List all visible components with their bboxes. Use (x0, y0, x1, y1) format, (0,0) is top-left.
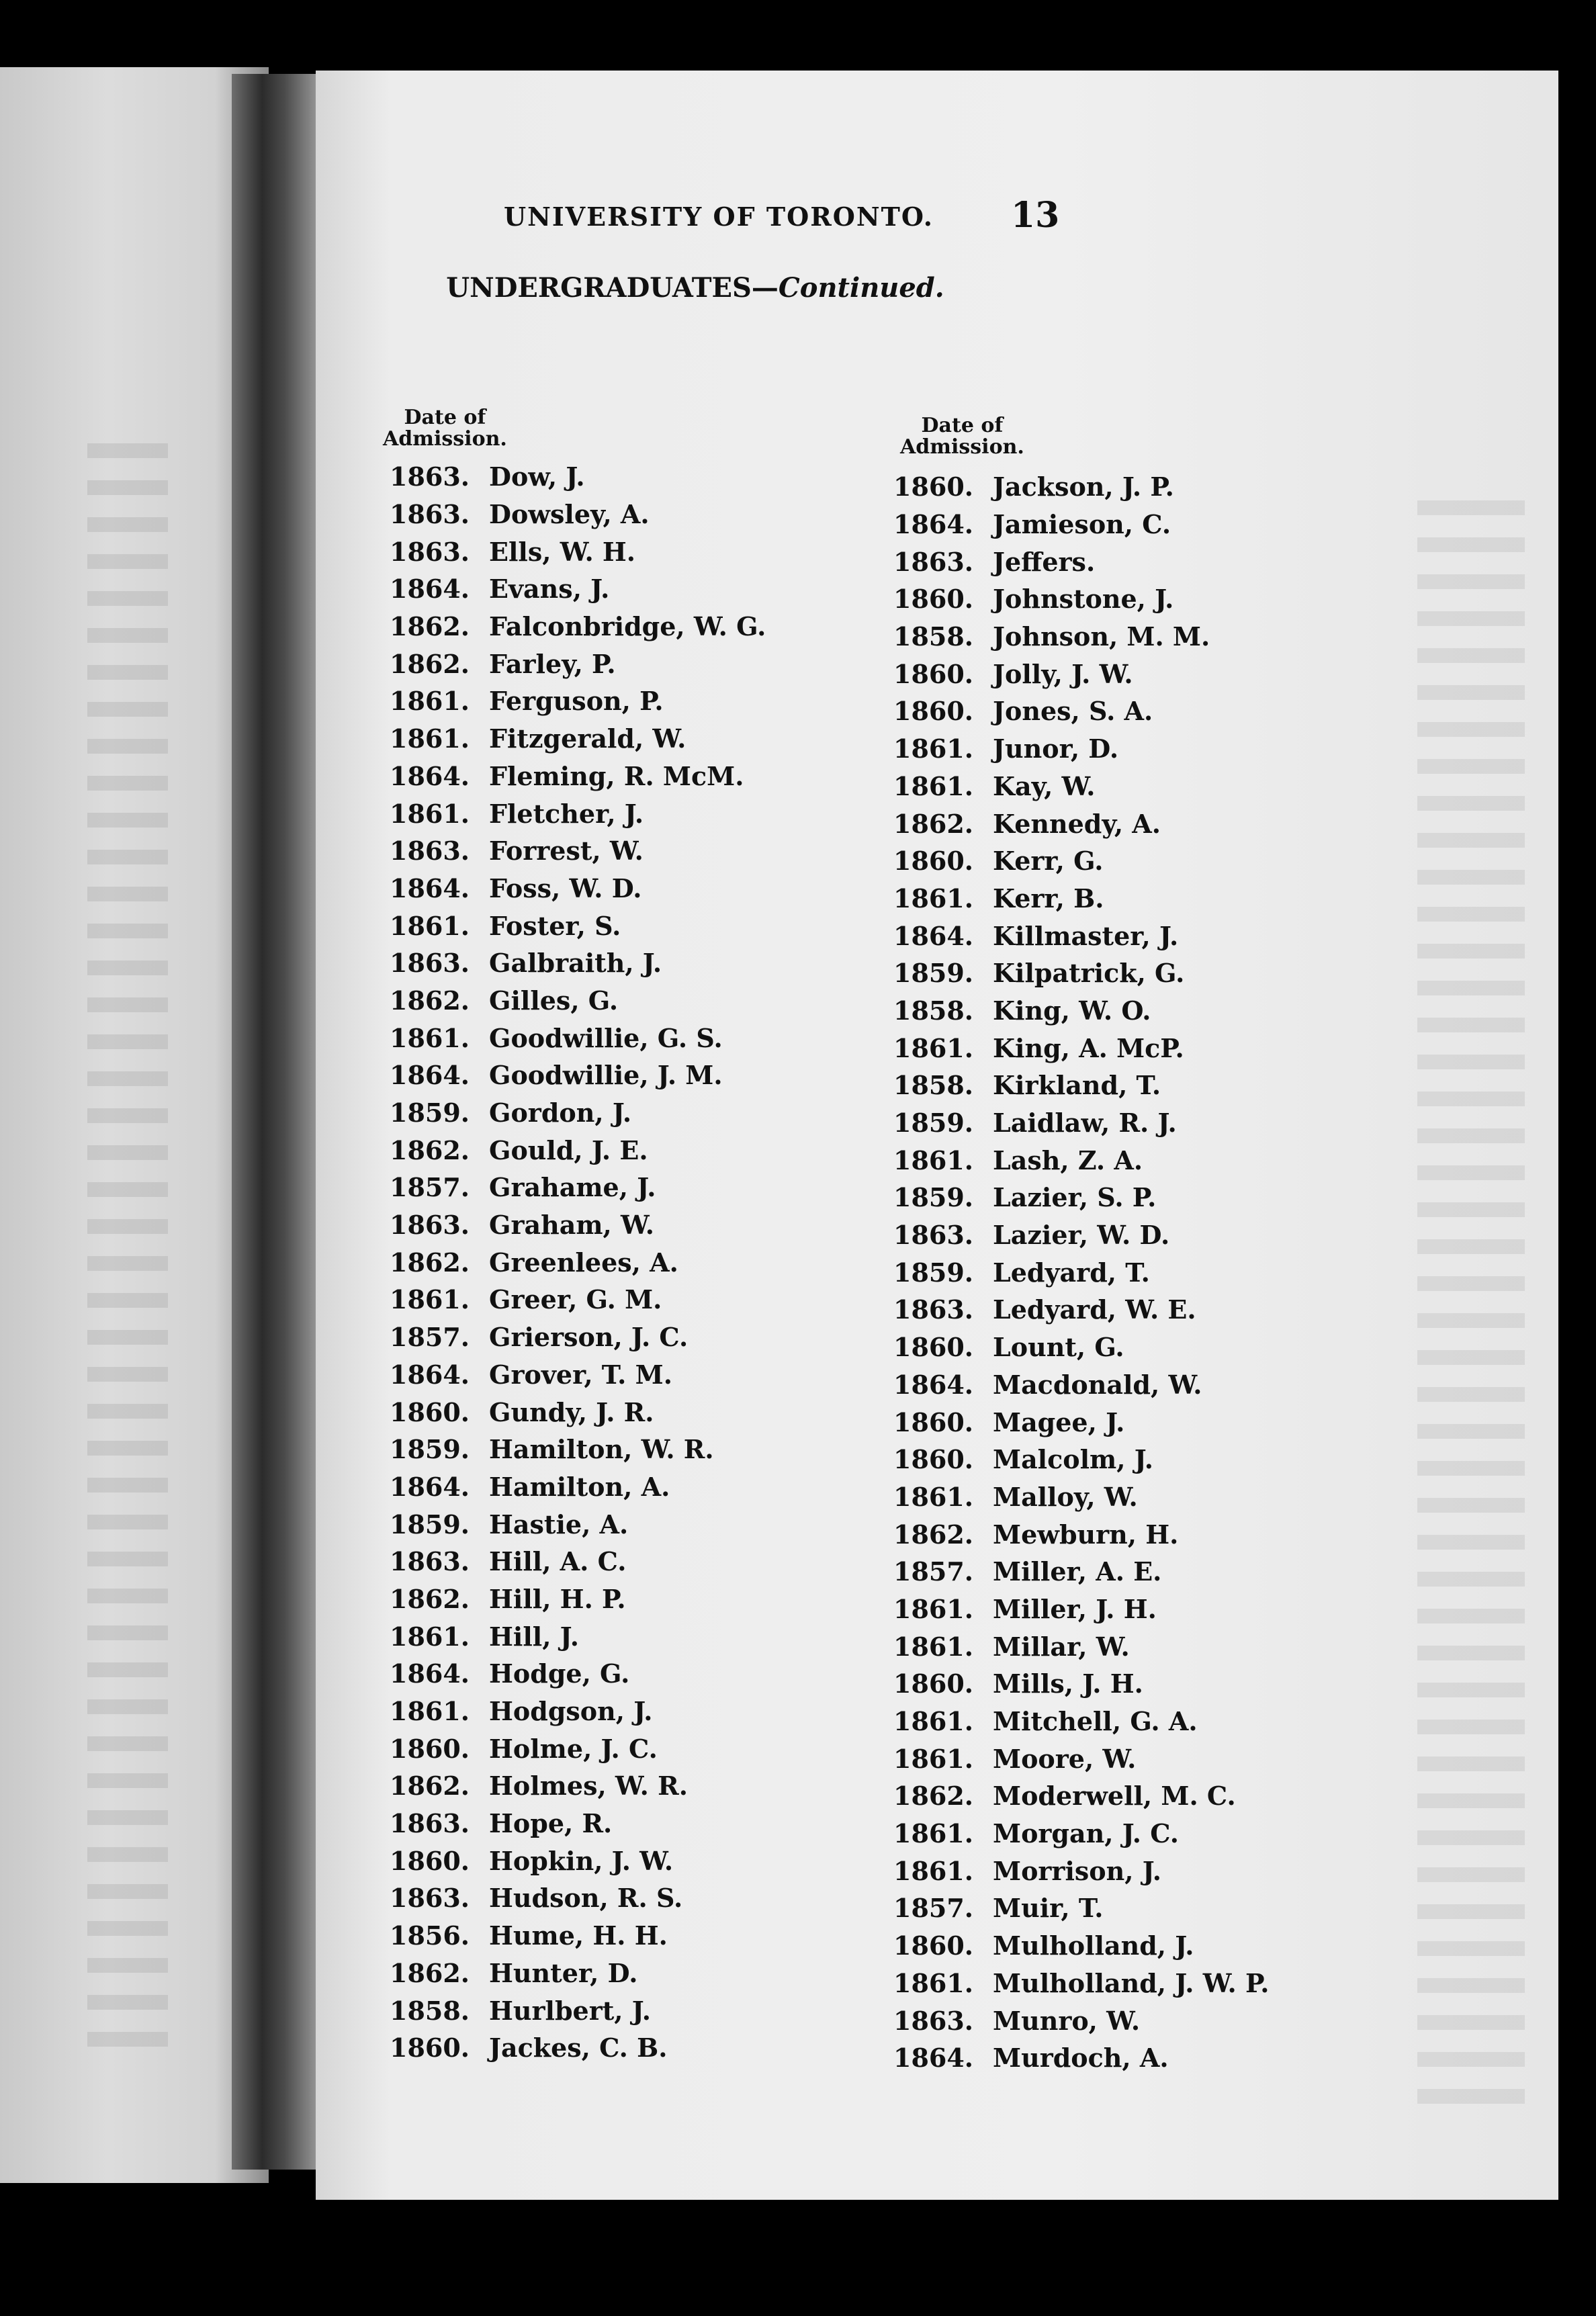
list-item (893, 1067, 1269, 1104)
list-item (390, 1730, 766, 1767)
list-item (390, 982, 766, 1020)
admission-year: 1858. (893, 995, 973, 1026)
list-item (390, 1955, 766, 1992)
student-name: Mitchell, G. A. (993, 1706, 1198, 1737)
list-item (893, 1291, 1269, 1329)
list-item (390, 1019, 766, 1057)
admission-year: 1861. (893, 1145, 973, 1175)
admission-year: 1863. (390, 461, 470, 492)
admission-year: 1860. (893, 658, 973, 689)
admission-year: 1861. (893, 883, 973, 914)
book-spine (232, 74, 319, 2170)
student-name: Graham, W. (489, 1210, 654, 1241)
list-item (893, 580, 1269, 618)
admission-year: 1859. (893, 1257, 973, 1288)
admission-year: 1864. (390, 1658, 470, 1689)
list-item (390, 1693, 766, 1730)
student-name: Fitzgerald, W. (489, 723, 686, 754)
list-item (893, 730, 1269, 768)
list-item (390, 1617, 766, 1655)
list-item (893, 1441, 1269, 1478)
list-item (893, 1104, 1269, 1142)
admission-year: 1862. (390, 985, 470, 1016)
student-name: Kennedy, A. (993, 808, 1161, 839)
list-item (893, 468, 1269, 506)
admission-year: 1861. (893, 1631, 973, 1662)
admission-year: 1860. (893, 1332, 973, 1363)
section-title-continued: Continued. (778, 272, 944, 304)
list-item (390, 720, 766, 758)
list-item (893, 2002, 1269, 2039)
admission-year: 1858. (893, 1070, 973, 1101)
student-name: Malloy, W. (993, 1481, 1138, 1512)
student-name: Grierson, J. C. (489, 1322, 689, 1353)
student-name: Greenlees, A. (489, 1247, 678, 1278)
list-item (893, 1889, 1269, 1927)
list-item (390, 1431, 766, 1468)
student-name: Miller, J. H. (993, 1593, 1157, 1624)
list-item (893, 842, 1269, 880)
admission-year: 1862. (893, 808, 973, 839)
admission-year: 1862. (390, 1583, 470, 1614)
student-name: Grahame, J. (489, 1172, 656, 1203)
admission-year: 1860. (893, 472, 973, 502)
list-item (390, 1319, 766, 1356)
admission-year: 1857. (390, 1322, 470, 1353)
admission-year: 1863. (893, 2005, 973, 2036)
admission-year: 1862. (390, 1957, 470, 1988)
list-item (893, 1927, 1269, 1965)
student-name: Foss, W. D. (489, 873, 642, 903)
student-name: Dowsley, A. (489, 499, 650, 530)
column-header-line: Date of (404, 406, 486, 429)
list-item (893, 917, 1269, 954)
admission-year: 1860. (893, 1444, 973, 1475)
admission-year: 1863. (390, 1546, 470, 1577)
student-name: Magee, J. (993, 1407, 1125, 1437)
list-item (390, 570, 766, 608)
student-name: Hunter, D. (489, 1957, 638, 1988)
admission-year: 1864. (390, 760, 470, 791)
list-item (390, 944, 766, 982)
admission-year: 1861. (390, 1022, 470, 1053)
admission-year: 1864. (390, 1060, 470, 1091)
list-item (390, 1131, 766, 1169)
student-name: Mulholland, J. (993, 1930, 1194, 1961)
admission-year: 1864. (390, 574, 470, 605)
student-name: Jeffers. (993, 546, 1096, 577)
student-name: Fletcher, J. (489, 798, 644, 829)
list-item (893, 1628, 1269, 1665)
admission-year: 1860. (893, 1407, 973, 1437)
student-name: Hamilton, W. R. (489, 1434, 714, 1465)
list-item (893, 1179, 1269, 1216)
list-item (893, 1515, 1269, 1553)
admission-year: 1862. (893, 1781, 973, 1812)
list-item (390, 1206, 766, 1244)
list-item (390, 533, 766, 570)
student-name: Ledyard, T. (993, 1257, 1150, 1288)
list-item (390, 1879, 766, 1917)
list-item (390, 1805, 766, 1842)
list-item (893, 1366, 1269, 1404)
admission-year: 1861. (390, 798, 470, 829)
admission-year: 1861. (893, 770, 973, 801)
admission-year: 1857. (893, 1556, 973, 1587)
admission-year: 1860. (390, 2033, 470, 2063)
page-number: 13 (1011, 195, 1060, 236)
list-item (390, 1468, 766, 1506)
admission-year: 1864. (390, 1359, 470, 1390)
student-name: Hill, J. (489, 1621, 579, 1652)
admission-year: 1857. (390, 1172, 470, 1203)
section-title-main: UNDERGRADUATES— (446, 272, 779, 304)
admission-year: 1861. (893, 1593, 973, 1624)
list-item (893, 1815, 1269, 1853)
student-name: Gould, J. E. (489, 1134, 648, 1165)
list-item (893, 1403, 1269, 1441)
admission-year: 1856. (390, 1920, 470, 1951)
student-name: Hope, R. (489, 1808, 613, 1839)
student-name: Ferguson, P. (489, 686, 664, 717)
admission-year: 1861. (893, 1032, 973, 1063)
list-item (390, 1356, 766, 1394)
student-name: Hodgson, J. (489, 1696, 653, 1727)
student-name: Grover, T. M. (489, 1359, 672, 1390)
list-item (390, 1505, 766, 1543)
list-item (390, 907, 766, 944)
student-name: Kirkland, T. (993, 1070, 1161, 1101)
list-item (893, 1740, 1269, 1777)
list-item (893, 1852, 1269, 1889)
admission-year: 1860. (893, 846, 973, 877)
student-name: Millar, W. (993, 1631, 1130, 1662)
admission-year: 1864. (893, 1369, 973, 1400)
admission-year: 1860. (390, 1733, 470, 1764)
student-name: Laidlaw, R. J. (993, 1108, 1177, 1139)
admission-year: 1863. (390, 536, 470, 567)
admission-year: 1860. (893, 696, 973, 727)
list-item (893, 543, 1269, 580)
student-name: Johnson, M. M. (993, 621, 1210, 652)
student-name: Farley, P. (489, 648, 616, 679)
column-header-line: Admission. (900, 435, 1024, 459)
student-name: Kilpatrick, G. (993, 958, 1185, 989)
list-item (390, 645, 766, 682)
list-item (390, 1767, 766, 1805)
student-name: Hamilton, A. (489, 1471, 670, 1502)
admission-year: 1860. (390, 1845, 470, 1876)
admission-year: 1858. (390, 1995, 470, 2026)
admission-year: 1861. (893, 1967, 973, 1998)
student-name: Murdoch, A. (993, 2043, 1169, 2074)
admission-year: 1861. (390, 1284, 470, 1315)
student-name: Hodge, G. (489, 1658, 630, 1689)
list-item (390, 758, 766, 795)
list-item (893, 992, 1269, 1030)
admission-year: 1864. (390, 873, 470, 903)
admission-year: 1861. (893, 1481, 973, 1512)
student-name: Miller, A. E. (993, 1556, 1162, 1587)
column-header-line: Admission. (383, 427, 507, 451)
list-item (893, 506, 1269, 543)
admission-year: 1863. (390, 948, 470, 979)
list-item (893, 693, 1269, 730)
student-name: Greer, G. M. (489, 1284, 662, 1315)
admission-year: 1863. (390, 1883, 470, 1914)
list-item (893, 1029, 1269, 1067)
list-item (893, 954, 1269, 992)
student-name: Hastie, A. (489, 1509, 629, 1540)
list-item (390, 682, 766, 720)
list-item (893, 1216, 1269, 1254)
list-item (893, 1553, 1269, 1591)
right-column-list (893, 468, 1269, 2077)
admission-year: 1862. (390, 611, 470, 642)
student-name: Kay, W. (993, 770, 1096, 801)
list-item (390, 1655, 766, 1693)
admission-year: 1859. (390, 1098, 470, 1128)
admission-year: 1862. (390, 648, 470, 679)
admission-year: 1864. (390, 1471, 470, 1502)
student-name: Ells, W. H. (489, 536, 636, 567)
list-item (390, 1842, 766, 1879)
student-name: Kerr, B. (993, 883, 1104, 914)
student-name: Goodwillie, G. S. (489, 1022, 723, 1053)
list-item (893, 768, 1269, 805)
student-name: Macdonald, W. (993, 1369, 1202, 1400)
list-item (390, 1393, 766, 1431)
student-name: Munro, W. (993, 2005, 1141, 2036)
admission-year: 1863. (390, 1210, 470, 1241)
list-item (390, 1243, 766, 1281)
list-item (893, 618, 1269, 656)
admission-year: 1863. (390, 1808, 470, 1839)
list-item (390, 870, 766, 907)
student-name: Moderwell, M. C. (993, 1781, 1236, 1812)
left-column-header (383, 407, 507, 450)
list-item (390, 1281, 766, 1319)
admission-year: 1864. (893, 509, 973, 540)
student-name: Johnstone, J. (993, 584, 1174, 615)
list-item (893, 1703, 1269, 1740)
student-name: Gilles, G. (489, 985, 619, 1016)
admission-year: 1861. (390, 1696, 470, 1727)
right-column-header (900, 415, 1024, 458)
student-name: Lash, Z. A. (993, 1145, 1143, 1175)
list-item (893, 1591, 1269, 1628)
student-name: Goodwillie, J. M. (489, 1060, 723, 1091)
admission-year: 1859. (390, 1434, 470, 1465)
student-name: Galbraith, J. (489, 948, 662, 979)
list-item (893, 880, 1269, 918)
student-name: Hudson, R. S. (489, 1883, 683, 1914)
student-name: Dow, J. (489, 461, 585, 492)
admission-year: 1864. (893, 2043, 973, 2074)
student-name: Kerr, G. (993, 846, 1104, 877)
student-name: Jackson, J. P. (993, 472, 1174, 502)
list-item (390, 1992, 766, 2029)
admission-year: 1861. (390, 1621, 470, 1652)
admission-year: 1864. (893, 920, 973, 951)
admission-year: 1860. (893, 1668, 973, 1699)
admission-year: 1861. (893, 1743, 973, 1774)
admission-year: 1859. (893, 1108, 973, 1139)
student-name: Lazier, S. P. (993, 1182, 1157, 1213)
list-item (893, 1777, 1269, 1815)
running-head: UNIVERSITY OF TORONTO. (503, 202, 934, 232)
list-item (893, 1253, 1269, 1291)
admission-year: 1860. (390, 1396, 470, 1427)
student-name: Lazier, W. D. (993, 1220, 1170, 1251)
student-name: Holmes, W. R. (489, 1771, 688, 1801)
student-name: Hill, A. C. (489, 1546, 627, 1577)
student-name: Morgan, J. C. (993, 1818, 1180, 1849)
admission-year: 1858. (893, 621, 973, 652)
admission-year: 1859. (893, 1182, 973, 1213)
student-name: Gordon, J. (489, 1098, 632, 1128)
admission-year: 1861. (390, 723, 470, 754)
facing-page-bleed (87, 443, 168, 2055)
student-name: Fleming, R. McM. (489, 760, 744, 791)
list-item (390, 795, 766, 832)
student-name: Forrest, W. (489, 836, 644, 866)
list-item (390, 496, 766, 533)
student-name: Hume, H. H. (489, 1920, 668, 1951)
admission-year: 1861. (893, 733, 973, 764)
admission-year: 1862. (390, 1771, 470, 1801)
list-item (390, 1057, 766, 1094)
admission-year: 1862. (390, 1247, 470, 1278)
student-name: Foster, S. (489, 910, 621, 941)
student-name: Jamieson, C. (993, 509, 1171, 540)
admission-year: 1860. (893, 1930, 973, 1961)
admission-year: 1861. (390, 910, 470, 941)
student-name: Jackes, C. B. (489, 2033, 668, 2063)
admission-year: 1860. (893, 584, 973, 615)
admission-year: 1862. (390, 1134, 470, 1165)
admission-year: 1862. (893, 1519, 973, 1550)
list-item (893, 1965, 1269, 2002)
student-name: Killmaster, J. (993, 920, 1179, 951)
student-name: Muir, T. (993, 1893, 1104, 1924)
admission-year: 1863. (893, 1220, 973, 1251)
admission-year: 1861. (893, 1818, 973, 1849)
admission-year: 1863. (893, 546, 973, 577)
admission-year: 1861. (893, 1855, 973, 1886)
admission-year: 1861. (390, 686, 470, 717)
show-through-text (1417, 500, 1525, 2112)
student-name: Evans, J. (489, 574, 610, 605)
list-item (390, 1094, 766, 1132)
list-item (390, 1543, 766, 1580)
list-item (893, 2039, 1269, 2077)
admission-year: 1863. (390, 836, 470, 866)
list-item (390, 1169, 766, 1206)
admission-year: 1863. (893, 1294, 973, 1325)
list-item (893, 1478, 1269, 1516)
list-item (390, 1917, 766, 1955)
student-name: Malcolm, J. (993, 1444, 1153, 1475)
student-name: Lount, G. (993, 1332, 1124, 1363)
list-item (893, 655, 1269, 693)
student-name: Mills, J. H. (993, 1668, 1143, 1699)
student-name: Hopkin, J. W. (489, 1845, 674, 1876)
left-column-list (390, 458, 766, 2067)
list-item (390, 458, 766, 496)
student-name: King, A. McP. (993, 1032, 1184, 1063)
student-name: King, W. O. (993, 995, 1151, 1026)
list-item (390, 832, 766, 870)
list-item (893, 1141, 1269, 1179)
facing-page-edge (0, 67, 269, 2183)
student-name: Falconbridge, W. G. (489, 611, 766, 642)
list-item (893, 1665, 1269, 1703)
student-name: Holme, J. C. (489, 1733, 658, 1764)
admission-year: 1859. (893, 958, 973, 989)
list-item (390, 1580, 766, 1618)
list-item (893, 805, 1269, 842)
admission-year: 1859. (390, 1509, 470, 1540)
student-name: Gundy, J. R. (489, 1396, 654, 1427)
student-name: Mewburn, H. (993, 1519, 1179, 1550)
admission-year: 1863. (390, 499, 470, 530)
student-name: Mulholland, J. W. P. (993, 1967, 1270, 1998)
section-title (282, 272, 1108, 304)
student-name: Hill, H. P. (489, 1583, 626, 1614)
column-header-line: Date of (921, 414, 1004, 437)
student-name: Junor, D. (993, 733, 1119, 764)
student-name: Moore, W. (993, 1743, 1137, 1774)
list-item (390, 2029, 766, 2067)
student-name: Hurlbert, J. (489, 1995, 652, 2026)
student-name: Jones, S. A. (993, 696, 1153, 727)
list-item (893, 1329, 1269, 1366)
list-item (390, 608, 766, 645)
student-name: Jolly, J. W. (993, 658, 1133, 689)
student-name: Morrison, J. (993, 1855, 1161, 1886)
admission-year: 1857. (893, 1893, 973, 1924)
admission-year: 1861. (893, 1706, 973, 1737)
student-name: Ledyard, W. E. (993, 1294, 1196, 1325)
